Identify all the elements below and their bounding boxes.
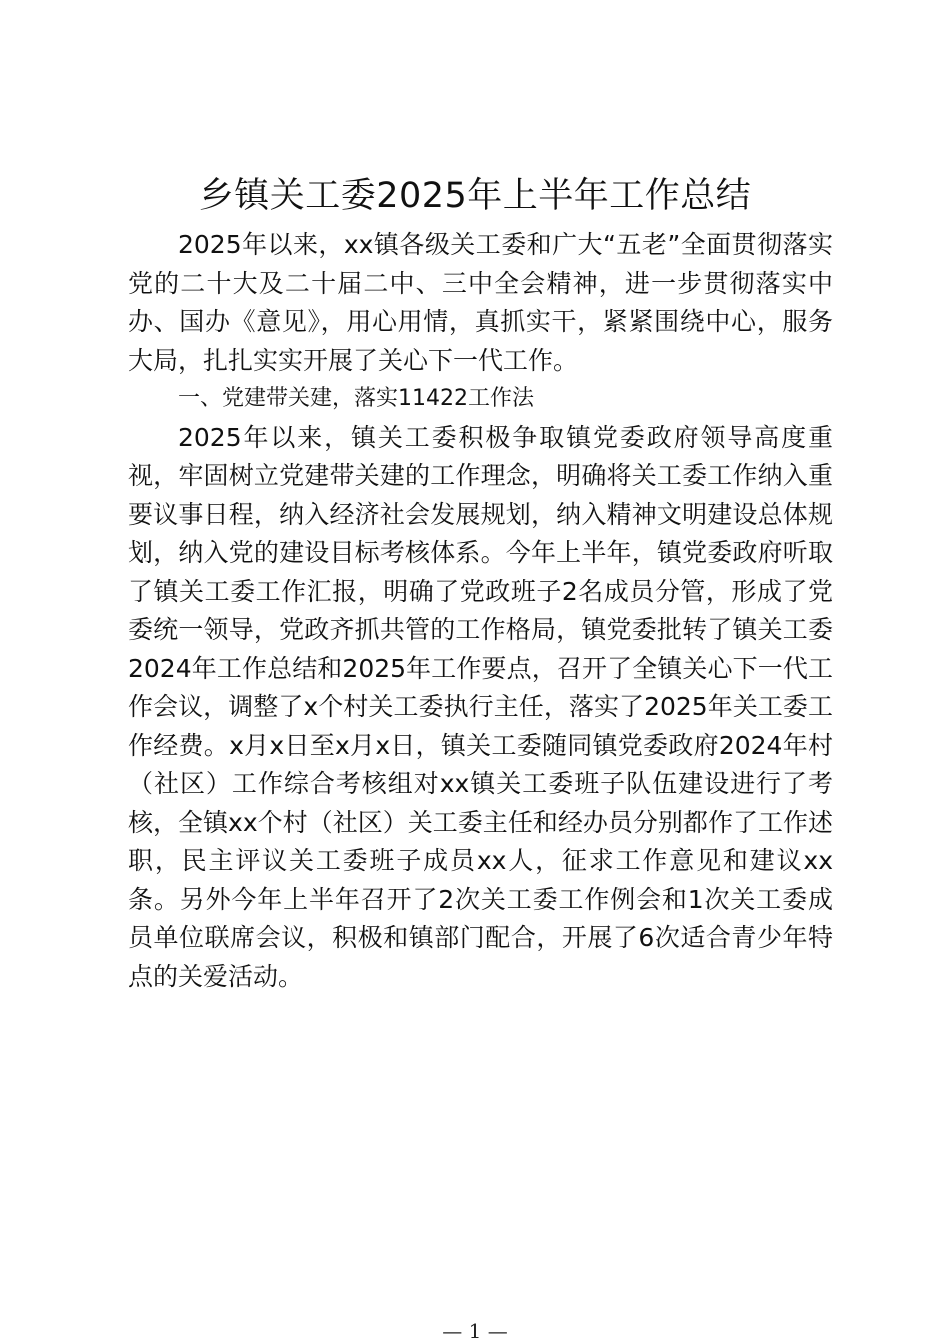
intro-paragraph: 2025年以来，xx镇各级关工委和广大“五老”全面贯彻落实党的二十大及二十届二中、三中全会精神，进一步贯彻落实中办、国办《意见》，用心用情，真抓实干，紧紧围绕中心，服务大局，扎扎实实开展了关心下一代工作。 bbox=[128, 230, 833, 375]
document-body bbox=[128, 226, 833, 996]
section-1-paragraph: 2025年以来，镇关工委积极争取镇党委政府领导高度重视，牢固树立党建带关建的工作理念，明确将关工委工作纳入重要议事日程，纳入经济社会发展规划，纳入精神文明建设总体规划，纳入党的建设目标考核体系。今年上半年，镇党委政府听取了镇关工委工作汇报，明确了党政班子2名成员分管，形成了党委统一领导，党政齐抓共管的工作格局，镇党委批转了镇关工委2024年工作总结和2025年工作要点，召开了全镇关心下一代工作会议，调整了x个村关工委执行主任，落实了2025年关工委工作经费。x月x日至x月x日，镇关工委随同镇党委政府2024年村（社区）工作综合考核组对xx镇关工委班子队伍建设进行了考核，全镇xx个村（社区）关工委主任和经办员分别都作了工作述职，民主评议关工委班子成员xx人，征求工作意见和建议xx条。另外今年上半年召开了2次关工委工作例会和1次关工委成员单位联席会议，积极和镇部门配合，开展了6次适合青少年特点的关爱活动。 bbox=[128, 422, 833, 991]
document-title: 乡镇关工委2025年上半年工作总结 bbox=[198, 176, 752, 216]
page-number: — 1 — bbox=[442, 1319, 508, 1343]
section-heading-1: 一、党建带关建，落实11422工作法 bbox=[178, 386, 534, 411]
